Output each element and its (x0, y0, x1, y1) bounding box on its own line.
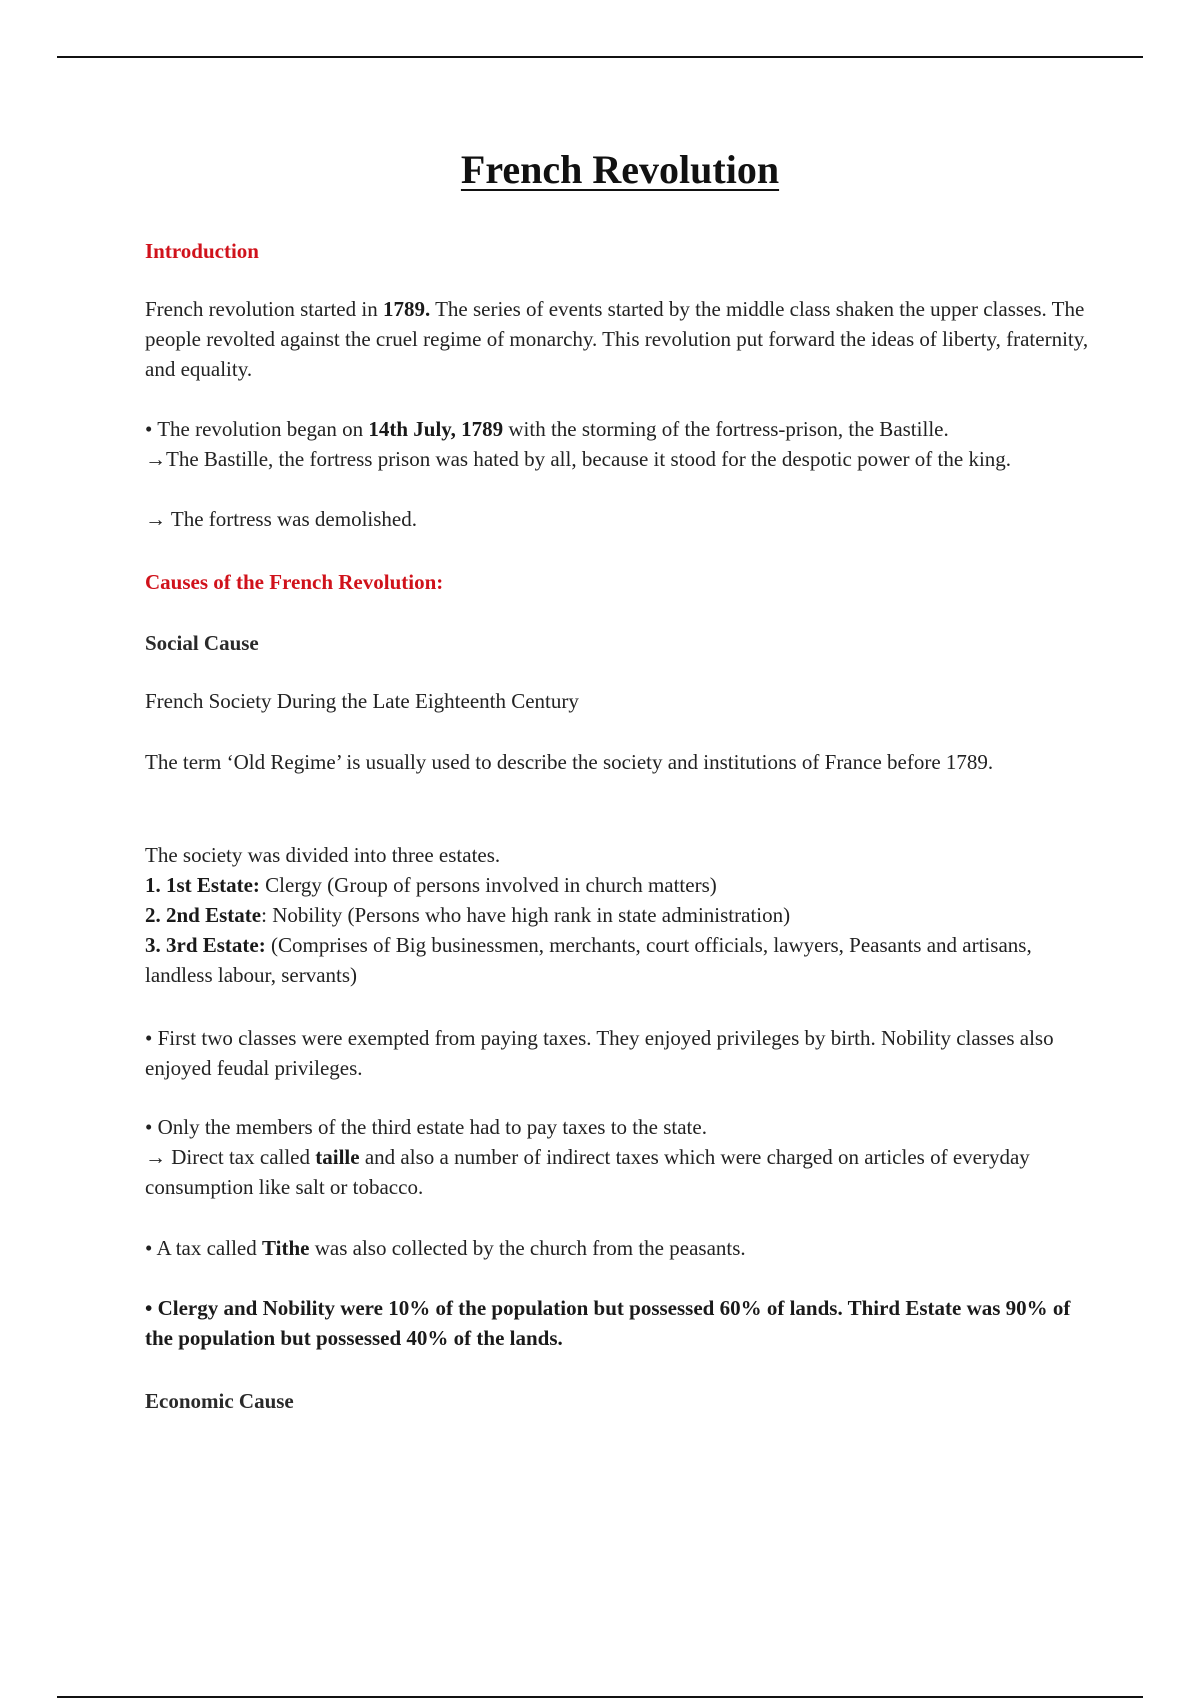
old-regime-paragraph: The term ‘Old Regime’ is usually used to describe the society and institutions of France before 1789. (145, 750, 994, 774)
estate-1-item: 1. 1st Estate: Clergy (Group of persons involved in church matters) (145, 873, 717, 897)
taille-arrow-note: → Direct tax called taille and also a number of indirect taxes which were charged on articles of everyday consumption like salt or tobacco. (145, 1145, 1030, 1199)
society-subtitle: French Society During the Late Eighteenth Century (145, 689, 579, 713)
intro-paragraph: French revolution started in 1789. The series of events started by the middle class shaken the upper classes. The people revolted against the cruel regime of monarchy. This revolution put forward the ideas of liberty, fraternity, and equality. (145, 297, 1089, 381)
estates-intro: The society was divided into three estates. (145, 843, 501, 867)
land-distribution-bullet: • Clergy and Nobility were 10% of the population but possessed 60% of lands. Third Estate was 90% of the population but possessed 40% of the lands. (145, 1296, 1071, 1350)
causes-heading: Causes of the French Revolution: (145, 570, 444, 594)
tithe-bullet: • A tax called Tithe was also collected by the church from the peasants. (145, 1236, 746, 1260)
introduction-heading: Introduction (145, 239, 259, 263)
estate-3-item: 3. 3rd Estate: (Comprises of Big businessmen, merchants, court officials, lawyers, Peasants and artisans, landless labour, servants) (145, 933, 1032, 987)
third-estate-taxes-bullet: • Only the members of the third estate had to pay taxes to the state. (145, 1115, 707, 1139)
privileges-bullet: • First two classes were exempted from paying taxes. They enjoyed privileges by birth. Nobility classes also enjoyed feudal privileges. (145, 1026, 1054, 1080)
estate-2-item: 2. 2nd Estate: Nobility (Persons who have high rank in state administration) (145, 903, 791, 927)
fortress-arrow-note: → The fortress was demolished. (145, 507, 417, 531)
top-rule (57, 56, 1143, 58)
bastille-bullet: • The revolution began on 14th July, 1789 with the storming of the fortress-prison, the Bastille. (145, 417, 949, 441)
bottom-rule (57, 1696, 1143, 1698)
social-cause-heading: Social Cause (145, 631, 259, 655)
bastille-arrow-note: →The Bastille, the fortress prison was hated by all, because it stood for the despotic power of the king. (145, 447, 1012, 471)
page-title: French Revolution (460, 147, 780, 192)
economic-cause-heading: Economic Cause (145, 1389, 294, 1413)
